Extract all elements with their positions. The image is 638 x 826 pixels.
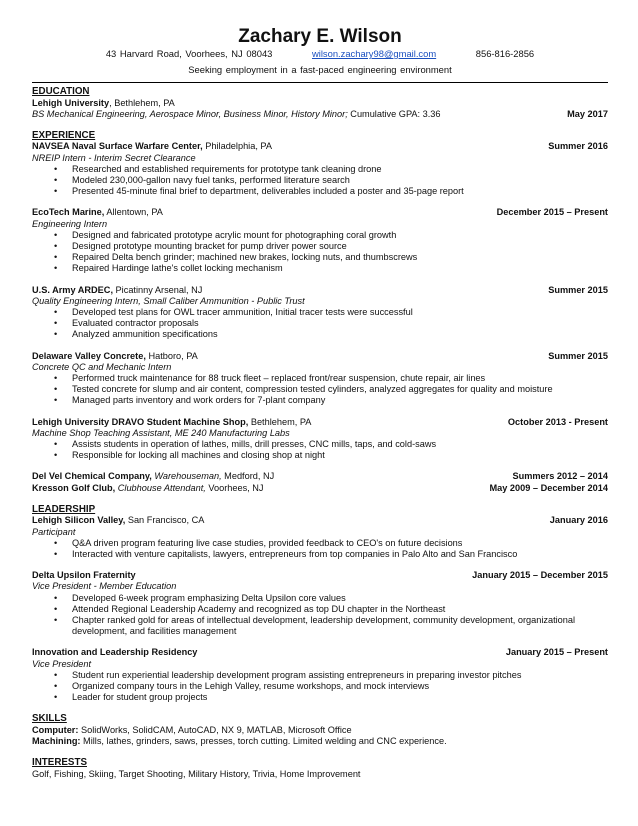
- leadership-entry: [32, 570, 608, 637]
- job-org-line: [32, 351, 198, 362]
- leadership-role: Vice President - Member Education: [32, 581, 177, 592]
- job-bullets: [32, 307, 608, 341]
- leadership-org-line: [32, 570, 136, 581]
- bullet-item: • Attended Regional Leadership Academy and recognized as top DU chapter in the Northeast: [32, 604, 608, 615]
- bullet-item: • Managed parts inventory and work orders for 7-plant company: [32, 395, 608, 406]
- bullet-item: • Evaluated contractor proposals: [32, 318, 608, 329]
- leadership-bullets: [32, 593, 608, 638]
- other-job-org: Kresson Golf Club,: [32, 482, 116, 493]
- candidate-name: Zachary E. Wilson: [238, 26, 402, 47]
- job-entry: [32, 141, 608, 197]
- bullet-item: • Analyzed ammunition specifications: [32, 329, 608, 340]
- leadership-entry: [32, 647, 608, 703]
- skill-computer-text: SolidWorks, SolidCAM, AutoCAD, NX 9, MATLAB, Microsoft Office: [78, 724, 352, 735]
- graduation-date: May 2017: [567, 108, 608, 119]
- job-role: NREIP Intern - Interim Secret Clearance: [32, 152, 196, 163]
- job-entry: [32, 417, 608, 462]
- leadership-header: [32, 515, 608, 526]
- bullet-item: • Researched and established requirements for prototype tank cleaning drone: [32, 164, 608, 175]
- job-org-line: [32, 141, 272, 152]
- job-bullets: [32, 373, 608, 407]
- job-bullets: [32, 439, 608, 461]
- job-org-line: [32, 207, 163, 218]
- leadership-list: [32, 515, 608, 703]
- job-header: [32, 141, 608, 152]
- address: 43 Harvard Road, Voorhees, NJ 08043: [105, 48, 273, 59]
- job-role: Concrete QC and Mechanic Intern: [32, 361, 172, 372]
- skill-machining: [32, 736, 608, 747]
- leadership-header: [32, 647, 608, 658]
- job-entry: [32, 285, 608, 341]
- phone: 856-816-2856: [475, 48, 535, 59]
- job-entry: [32, 207, 608, 274]
- skill-computer-label: Computer:: [32, 724, 79, 735]
- skill-machining-text: Mills, lathes, grinders, saws, presses, torch cutting. Limited welding and CNC experience.: [80, 736, 447, 747]
- bullet-item: • Organized company tours in the Lehigh Valley, resume workshops, and mock interviews: [32, 681, 608, 692]
- experience-section: [32, 130, 608, 494]
- job-bullets: [32, 164, 608, 198]
- bullet-item: • Performed truck maintenance for 88 truck fleet – replaced front/rear suspension, chute repair, air lines: [32, 373, 608, 384]
- resume: [32, 26, 608, 780]
- job-org: U.S. Army ARDEC,: [32, 284, 113, 295]
- leadership-org: Delta Upsilon Fraternity: [32, 570, 136, 581]
- job-bullets: [32, 230, 608, 275]
- job-list: [32, 141, 608, 461]
- bullet-item: • Developed 6-week program emphasizing Delta Upsilon core values: [32, 593, 608, 604]
- bullet-item: • Responsible for locking all machines and closing shop at night: [32, 450, 608, 461]
- bullet-item: • Student run experiential leadership development program assisting entrepreneurs in preparing investor pitches: [32, 670, 608, 681]
- degree-line: [32, 109, 608, 120]
- job-role: Machine Shop Teaching Assistant, ME 240 Manufacturing Labs: [32, 427, 290, 438]
- job-header: [32, 207, 608, 218]
- section-title-education: EDUCATION: [32, 86, 90, 97]
- job-role: Engineering Intern: [32, 218, 108, 229]
- section-title-interests: INTERESTS: [32, 757, 87, 769]
- bullet-item: • Repaired Delta bench grinder; machined new brakes, locking nuts, and thumbscrews: [32, 252, 608, 263]
- bullet-item: • Modeled 230,000-gallon navy fuel tanks, performed literature search: [32, 175, 608, 186]
- school-line: [32, 98, 608, 109]
- leadership-location: San Francisco, CA: [125, 515, 205, 526]
- other-job-row: [32, 483, 608, 494]
- contact-line: [32, 48, 608, 60]
- bullet-item: • Repaired Hardinge lathe's collet locking mechanism: [32, 263, 608, 274]
- leadership-org-line: [32, 515, 204, 526]
- other-job-list: [32, 471, 608, 493]
- bullet-item: • Presented 45-minute final brief to department, deliverables included a poster and 35-page report: [32, 186, 608, 197]
- leadership-org: Lehigh Silicon Valley,: [32, 515, 126, 526]
- degree-text: [32, 109, 441, 120]
- job-location: Picatinny Arsenal, NJ: [113, 284, 203, 295]
- job-entry: [32, 351, 608, 407]
- skill-computer: [32, 725, 608, 736]
- email-link[interactable]: wilson.zachary98@gmail.com: [312, 48, 437, 59]
- bullet-item: • Assists students in operation of lathes, mills, drill presses, CNC mills, taps, and cold-saws: [32, 439, 608, 450]
- skills-section: [32, 713, 608, 747]
- job-location: Allentown, PA: [104, 207, 163, 218]
- interests-section: [32, 757, 608, 780]
- other-job-date: May 2009 – December 2014: [489, 482, 608, 493]
- bullet-item: • Chapter ranked gold for areas of intellectual development, leadership development, community development, organizational development, and facilities management: [32, 615, 608, 637]
- interests-text: Golf, Fishing, Skiing, Target Shooting, Military History, Trivia, Home Improvement: [32, 768, 361, 779]
- job-org-line: [32, 417, 311, 428]
- leadership-bullets: [32, 670, 608, 704]
- job-org: EcoTech Marine,: [32, 207, 105, 218]
- other-job-date: Summers 2012 – 2014: [512, 471, 608, 482]
- school-name: Lehigh University: [32, 97, 110, 108]
- bullet-item: • Interacted with venture capitalists, lawyers, entrepreneurs from top companies in Palo Alto and San Francisco: [32, 549, 608, 560]
- leadership-date: January 2015 – Present: [505, 647, 608, 658]
- job-header: [32, 417, 608, 428]
- job-org: Lehigh University DRAVO Student Machine Shop,: [32, 416, 249, 427]
- leadership-org: Innovation and Leadership Residency: [32, 647, 198, 658]
- other-job-org-line: [32, 471, 274, 482]
- other-job-location: Medford, NJ: [221, 471, 275, 482]
- school-location: , Bethlehem, PA: [109, 97, 175, 108]
- job-date: Summer 2015: [548, 350, 608, 361]
- leadership-section: [32, 504, 608, 704]
- degree: BS Mechanical Engineering, Aerospace Minor, Business Minor, History Minor;: [32, 108, 348, 119]
- leadership-date: January 2015 – December 2015: [472, 570, 608, 581]
- leadership-role: Participant: [32, 526, 76, 537]
- bullet-item: • Leader for student group projects: [32, 692, 608, 703]
- leadership-role: Vice President: [32, 658, 92, 669]
- leadership-date: January 2016: [549, 515, 608, 526]
- gpa: Cumulative GPA: 3.36: [347, 108, 441, 119]
- section-title-leadership: LEADERSHIP: [32, 503, 96, 515]
- bullet-item: • Q&A driven program featuring live case studies, provided feedback to CEO's on future decisions: [32, 538, 608, 549]
- other-job-title: Warehouseman,: [151, 471, 222, 482]
- section-title-skills: SKILLS: [32, 713, 67, 725]
- bullet-item: • Developed test plans for OWL tracer ammunition, Initial tracer tests were successful: [32, 307, 608, 318]
- job-header: [32, 285, 608, 296]
- job-date: December 2015 – Present: [496, 207, 608, 218]
- job-location: Hatboro, PA: [145, 350, 198, 361]
- job-org: Delaware Valley Concrete,: [32, 350, 146, 361]
- bullet-item: • Designed prototype mounting bracket for pump driver power source: [32, 241, 608, 252]
- bullet-item: • Designed and fabricated prototype acrylic mount for photographing coral growth: [32, 230, 608, 241]
- job-org: NAVSEA Naval Surface Warfare Center,: [32, 141, 203, 152]
- job-header: [32, 351, 608, 362]
- other-job-location: Voorhees, NJ: [205, 482, 264, 493]
- other-job-title: Clubhouse Attendant,: [115, 482, 206, 493]
- job-location: Bethlehem, PA: [248, 416, 312, 427]
- leadership-bullets: [32, 538, 608, 560]
- section-title-experience: EXPERIENCE: [32, 129, 96, 141]
- job-date: October 2013 - Present: [507, 416, 608, 427]
- leadership-org-line: [32, 647, 197, 658]
- education-section: [32, 86, 608, 120]
- job-location: Philadelphia, PA: [202, 141, 273, 152]
- job-org-line: [32, 285, 202, 296]
- job-date: Summer 2016: [548, 141, 608, 152]
- job-date: Summer 2015: [548, 284, 608, 295]
- leadership-header: [32, 570, 608, 581]
- header-divider: [32, 82, 608, 83]
- objective: Seeking employment in a fast-paced engineering environment: [188, 64, 452, 75]
- other-job-row: [32, 471, 608, 482]
- bullet-item: • Tested concrete for slump and air content, compression tested cylinders, analyzed aggregates for quality and moisture: [32, 384, 608, 395]
- other-job-org-line: [32, 483, 264, 494]
- job-role: Quality Engineering Intern, Small Caliber Ammunition - Public Trust: [32, 295, 305, 306]
- leadership-entry: [32, 515, 608, 560]
- skill-machining-label: Machining:: [32, 736, 81, 747]
- other-job-org: Del Vel Chemical Company,: [32, 471, 152, 482]
